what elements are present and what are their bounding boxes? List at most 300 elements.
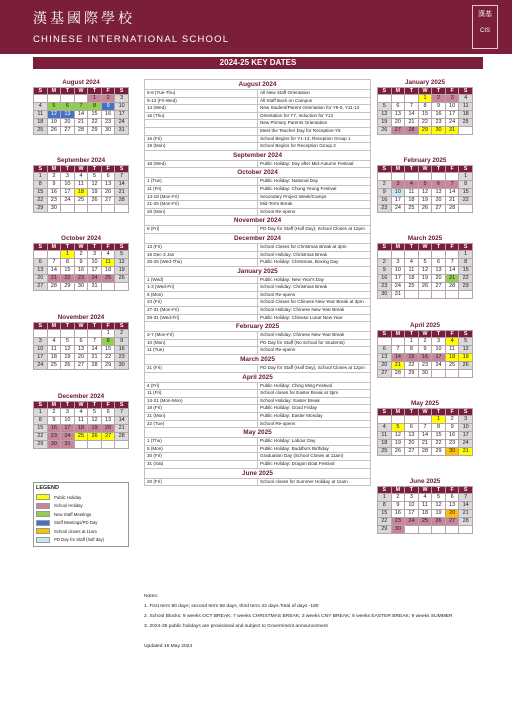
day-cell: 28 [445,205,459,213]
day-cell: 6 [34,259,48,267]
day-cell: 23 [101,119,115,127]
day-cell: 28 [405,127,419,135]
day-cell [115,441,129,449]
day-cell: 16 [445,432,459,440]
day-cell: 24 [88,275,102,283]
event-description: School Re-opens [258,420,371,428]
event-row [145,208,371,216]
day-cell: 16 [378,197,392,205]
day-cell: 15 [378,510,392,518]
day-cell: 26 [432,518,446,526]
day-cell: 23 [445,440,459,448]
week-row [378,440,473,448]
day-header: F [101,88,115,95]
day-cell: 27 [445,518,459,526]
day-cell: 6 [101,409,115,417]
day-cell: 9 [378,189,392,197]
day-cell: 16 [432,111,446,119]
day-cell: 14 [445,189,459,197]
day-cell: 7 [459,494,473,502]
event-date [145,127,258,135]
event-date: 31 (Sat) [145,460,258,468]
day-cell: 1 [432,416,446,424]
week-row [34,127,129,135]
day-cell: 6 [74,338,88,346]
day-header: S [459,166,473,173]
day-cell: 21 [74,119,88,127]
day-cell: 21 [47,275,61,283]
day-header: S [459,409,473,416]
week-row [34,111,129,119]
day-cell: 1 [459,173,473,181]
day-header: S [459,487,473,494]
day-cell: 13 [378,354,392,362]
event-description: School Closes for Chinese New Year Break at 3pm [258,299,371,307]
week-row [378,259,473,267]
day-cell: 20 [61,119,75,127]
day-cell: 2 [445,416,459,424]
event-month-heading: March 2025 [145,355,371,365]
day-cell: 20 [34,275,48,283]
day-cell: 8 [34,417,48,425]
event-row [145,216,371,226]
day-cell: 13 [74,346,88,354]
day-cell: 24 [61,433,75,441]
day-cell: 18 [445,354,459,362]
event-row [145,112,371,120]
day-header: T [432,88,446,95]
day-cell: 3 [61,173,75,181]
day-cell: 28 [459,518,473,526]
week-row [34,189,129,197]
day-cell: 31 [445,127,459,135]
day-cell: 15 [459,189,473,197]
event-description: School Closes for Christmas Break at 3pm [258,243,371,251]
day-cell: 1 [61,251,75,259]
event-date: 24 (Fri) [145,299,258,307]
day-header: T [88,244,102,251]
day-cell: 8 [432,424,446,432]
week-row [378,424,473,432]
day-cell: 19 [391,440,405,448]
day-header: S [459,244,473,251]
event-row [145,413,371,421]
legend-swatch [36,503,50,509]
page-title: 2024-25 KEY DATES [33,57,483,69]
month-title: May 2025 [410,400,439,407]
day-cell: 9 [74,259,88,267]
day-cell: 16 [391,510,405,518]
day-cell [47,95,61,103]
day-cell: 1 [378,494,392,502]
key-dates-table [144,79,371,486]
month-title: October 2024 [61,235,101,242]
month-grid [377,330,473,378]
event-description: Public Holiday: Ching Ming Festival [258,382,371,390]
day-header: F [101,244,115,251]
day-cell: 14 [445,267,459,275]
event-row [145,347,371,355]
day-cell: 9 [445,424,459,432]
day-cell: 15 [34,189,48,197]
day-cell [378,416,392,424]
event-description: Graduation Day (School Closes at 11am) [258,453,371,461]
event-row [145,168,371,178]
day-cell: 1 [101,330,115,338]
day-header: S [115,323,129,330]
day-cell [405,416,419,424]
day-cell [418,251,432,259]
week-row [378,291,473,299]
day-cell: 17 [391,275,405,283]
day-cell [432,370,446,378]
day-cell: 2 [47,173,61,181]
week-row [378,370,473,378]
day-cell: 19 [418,197,432,205]
month-title: February 2025 [403,157,447,164]
day-header: F [445,166,459,173]
day-cell: 26 [115,275,129,283]
event-month-heading: April 2025 [145,372,371,382]
day-header: S [115,88,129,95]
event-row [145,90,371,98]
day-cell: 19 [88,425,102,433]
event-row [145,314,371,322]
event-row [145,382,371,390]
day-cell [432,291,446,299]
day-cell: 22 [34,197,48,205]
event-date: 1 (Tue) [145,178,258,186]
day-cell: 12 [88,417,102,425]
day-cell: 10 [405,502,419,510]
day-header: S [459,331,473,338]
day-cell: 11 [405,267,419,275]
day-cell [391,173,405,181]
legend-label: New Staff Meetings [54,511,92,517]
day-cell: 13 [405,432,419,440]
day-cell [47,251,61,259]
week-row [34,417,129,425]
day-cell: 14 [391,354,405,362]
day-cell: 13 [445,502,459,510]
day-cell: 1 [459,251,473,259]
event-date: 21 (Fri) [145,365,258,373]
legend-title: LEGEND [36,485,59,491]
day-cell: 11 [418,502,432,510]
day-cell: 3 [391,181,405,189]
day-cell: 17 [391,197,405,205]
event-row [145,233,371,243]
week-row [34,362,129,370]
day-cell: 19 [459,354,473,362]
week-row [378,181,473,189]
event-row [145,307,371,315]
day-cell: 1 [88,95,102,103]
day-cell [74,95,88,103]
day-cell: 20 [74,354,88,362]
logo-abbreviation: CIS [479,28,490,34]
day-cell: 12 [432,502,446,510]
day-cell: 26 [47,127,61,135]
day-cell: 5 [391,424,405,432]
day-cell: 30 [47,205,61,213]
day-cell [445,370,459,378]
day-cell: 20 [432,197,446,205]
event-month-heading: February 2025 [145,322,371,332]
day-header: T [88,88,102,95]
day-cell [432,173,446,181]
day-cell: 6 [405,424,419,432]
day-cell: 4 [445,338,459,346]
month-title: June 2025 [409,478,441,485]
day-cell: 28 [88,362,102,370]
event-date: 3-7 (Mon-Fri) [145,332,258,340]
event-description: Orientation for Y7, Induction for Y12 [258,112,371,120]
legend-swatch [36,511,50,517]
event-month-heading: June 2025 [145,468,371,478]
day-cell: 12 [47,111,61,119]
legend-swatch [36,537,50,543]
day-header: W [74,402,88,409]
day-cell: 4 [459,95,473,103]
event-row [145,120,371,128]
day-cell: 8 [34,181,48,189]
event-date: 15 (Thu) [145,112,258,120]
month-title: April 2025 [409,322,441,329]
event-description: Public Holiday: Dragon Boat Festival [258,460,371,468]
event-row [145,226,371,234]
day-cell [101,283,115,291]
day-cell: 7 [47,259,61,267]
week-row [378,275,473,283]
day-cell: 20 [101,425,115,433]
day-cell: 17 [115,111,129,119]
day-cell: 2 [432,95,446,103]
day-header: T [432,409,446,416]
day-header: M [391,244,405,251]
day-cell: 29 [34,205,48,213]
legend-item [36,536,126,545]
month-title: September 2024 [56,157,106,164]
event-description: School Holiday: Christmas Break [258,251,371,259]
week-row [34,346,129,354]
day-cell: 26 [88,197,102,205]
week-row [34,181,129,189]
day-header: M [391,487,405,494]
week-row [34,267,129,275]
day-cell: 14 [115,181,129,189]
event-date: 13 (Fri) [145,243,258,251]
day-cell [459,526,473,534]
legend [33,482,129,547]
day-cell [445,251,459,259]
event-row [145,178,371,186]
day-cell [115,283,129,291]
week-row [34,409,129,417]
day-header: M [391,88,405,95]
day-cell [61,205,75,213]
day-cell: 10 [391,267,405,275]
day-cell: 29 [34,441,48,449]
day-cell: 7 [418,424,432,432]
event-description: Mid-Term Break [258,201,371,209]
notes-title: Notes: [144,594,159,599]
day-cell: 2 [418,338,432,346]
day-cell: 27 [34,283,48,291]
day-cell: 25 [378,448,392,456]
day-cell: 4 [405,181,419,189]
week-row [378,338,473,346]
week-row [378,518,473,526]
week-row [378,448,473,456]
event-description: School Holiday: Easter Break [258,397,371,405]
day-cell [459,127,473,135]
day-cell: 2 [74,251,88,259]
day-cell [459,291,473,299]
week-row [378,362,473,370]
day-cell: 25 [405,205,419,213]
day-cell: 23 [115,354,129,362]
day-cell: 5 [88,173,102,181]
day-header: T [405,166,419,173]
day-cell: 5 [418,259,432,267]
day-cell: 22 [459,197,473,205]
day-cell: 14 [74,111,88,119]
day-cell: 13 [34,267,48,275]
day-cell [459,370,473,378]
event-month-heading: November 2024 [145,216,371,226]
key-dates-list [144,79,371,486]
event-description: PD Day for Staff (Half Day); School Closes at 12pm [258,365,371,373]
day-header: T [405,88,419,95]
week-row [34,283,129,291]
day-header: W [74,323,88,330]
event-description: School Holiday: Chinese New Year Break [258,332,371,340]
day-header: S [34,323,48,330]
event-date: 14-18 (Mon-Fri) [145,193,258,201]
day-cell: 16 [418,354,432,362]
day-cell: 2 [47,409,61,417]
day-cell: 16 [47,425,61,433]
event-row [145,405,371,413]
day-cell [88,441,102,449]
day-cell [391,416,405,424]
event-date: 19 (Mon) [145,143,258,151]
day-header: M [47,166,61,173]
event-date: 5 (Mon) [145,445,258,453]
day-cell: 27 [432,205,446,213]
day-cell: 7 [74,103,88,111]
day-cell: 17 [61,425,75,433]
day-cell: 3 [391,259,405,267]
event-row [145,299,371,307]
day-cell [74,205,88,213]
day-cell: 22 [405,362,419,370]
month-title: January 2025 [405,79,445,86]
day-cell: 10 [34,346,48,354]
week-row [378,119,473,127]
day-cell: 6 [445,494,459,502]
event-row [145,397,371,405]
week-row [378,526,473,534]
legend-item [36,502,126,511]
event-date: 20 (Fri) [145,478,258,486]
day-header: T [88,323,102,330]
week-row [378,205,473,213]
week-row [34,119,129,127]
day-header: F [101,402,115,409]
day-cell: 28 [445,283,459,291]
day-header: T [88,166,102,173]
event-date: 28 (Mon) [145,208,258,216]
day-cell: 28 [74,127,88,135]
day-cell: 31 [61,441,75,449]
school-header [0,0,512,54]
week-row [34,330,129,338]
month-calendar [377,322,473,378]
event-date: 25-26 (Wed-Thu) [145,259,258,267]
week-row [378,494,473,502]
legend-label: Public Holiday [54,494,82,500]
day-cell: 30 [418,370,432,378]
week-row [378,95,473,103]
day-header: S [34,402,48,409]
event-description: New Primary Parents Orientation [258,120,371,128]
day-header: F [445,244,459,251]
event-row [145,291,371,299]
month-calendar [33,157,129,213]
day-cell [391,338,405,346]
legend-items [36,493,126,544]
event-row [145,160,371,168]
day-header: S [115,402,129,409]
event-description: School Begins for Reception Group 2 [258,143,371,151]
day-cell: 23 [47,197,61,205]
day-cell: 13 [391,111,405,119]
day-cell: 12 [115,259,129,267]
day-cell: 8 [405,346,419,354]
day-header: W [74,88,88,95]
event-description: Public Holiday: Easter Monday [258,413,371,421]
day-header: M [391,409,405,416]
event-description: Public Holiday: Good Friday [258,405,371,413]
day-cell: 20 [445,510,459,518]
event-row [145,453,371,461]
event-row [145,322,371,332]
month-grid [377,408,473,456]
day-cell [101,205,115,213]
day-cell [418,291,432,299]
month-calendar [377,157,473,213]
day-cell: 14 [459,502,473,510]
month-grid [33,165,129,213]
month-title: August 2024 [62,79,100,86]
day-cell: 22 [88,119,102,127]
day-cell [391,95,405,103]
week-row [378,283,473,291]
day-cell: 5 [61,338,75,346]
day-header: M [391,331,405,338]
day-cell: 18 [34,119,48,127]
day-cell: 26 [61,362,75,370]
day-cell: 10 [61,417,75,425]
day-cell: 28 [391,370,405,378]
event-date: 14-21 (Mon-Mon) [145,397,258,405]
day-header: T [432,166,446,173]
event-row [145,438,371,446]
day-cell: 5 [418,181,432,189]
day-cell: 10 [445,103,459,111]
